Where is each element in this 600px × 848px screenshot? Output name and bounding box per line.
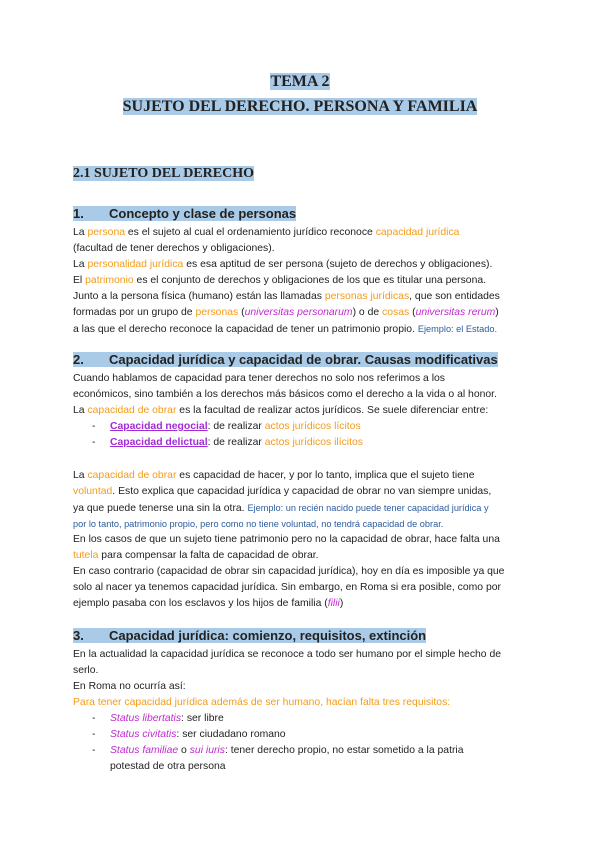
paragraph-line: por lo tanto, patrimonio propio, pero como no tiene voluntad, no tendrá capacidad de obrar. xyxy=(73,519,444,529)
paragraph-line: Junto a la persona física (humano) están las llamadas personas jurídicas, que son entidades xyxy=(73,291,500,302)
list-item: - Capacidad negocial: de realizar actos jurídicos lícitos xyxy=(92,421,361,432)
section-heading: 2.1 SUJETO DEL DERECHO xyxy=(73,166,255,181)
paragraph-line: La persona es el sujeto al cual el ordenamiento jurídico reconoce capacidad jurídica xyxy=(73,227,460,238)
heading-capacidad-juridica: 3. Capacidad jurídica: comienzo, requisitos, extinción xyxy=(73,628,427,643)
paragraph-line: En la actualidad la capacidad jurídica se reconoce a todo ser humano por el simple hecho de xyxy=(73,649,502,660)
page-subtitle: SUJETO DEL DERECHO. PERSONA Y FAMILIA xyxy=(122,98,478,115)
heading-capacidad: 2. Capacidad jurídica y capacidad de obrar. Causas modificativas xyxy=(73,352,498,367)
paragraph-line: En Roma no ocurría así: xyxy=(73,681,186,692)
paragraph-line: ejemplo pasaba con los esclavos y los hijos de familia (filii) xyxy=(73,598,344,609)
page-title: TEMA 2 xyxy=(270,73,330,90)
list-item-continuation: potestad de otra persona xyxy=(110,761,226,772)
list-item: - Status familiae o sui iuris: tener derecho propio, no estar sometido a la patria xyxy=(92,745,464,756)
paragraph-line: (facultad de tener derechos y obligaciones). xyxy=(73,243,275,254)
paragraph-line: serlo. xyxy=(73,665,99,676)
list-item: - Capacidad delictual: de realizar actos jurídicos ilícitos xyxy=(92,437,363,448)
paragraph-line: económicos, sino también a los derechos más básicos como el derecho a la vida o al honor. xyxy=(73,389,497,400)
paragraph-line: El patrimonio es el conjunto de derechos y obligaciones de los que es titular una persona. xyxy=(73,275,487,286)
paragraph-line: En los casos de que un sujeto tiene patrimonio pero no la capacidad de obrar, hace falta una xyxy=(73,534,500,545)
paragraph-line: En caso contrario (capacidad de obrar sin capacidad jurídica), hoy en día es imposible ya que xyxy=(73,566,505,577)
paragraph-line: La capacidad de obrar es capacidad de hacer, y por lo tanto, implica que el sujeto tiene xyxy=(73,470,475,481)
paragraph-line: Cuando hablamos de capacidad para tener derechos no solo nos referimos a los xyxy=(73,373,445,384)
paragraph-line: solo al nacer ya tenemos capacidad jurídica. Sin embargo, en Roma si era posible, como por xyxy=(73,582,501,593)
heading-concepto: 1. Concepto y clase de personas xyxy=(73,206,297,221)
list-item: - Status libertatis: ser libre xyxy=(92,713,224,724)
paragraph-line: tutela para compensar la falta de capacidad de obrar. xyxy=(73,550,319,561)
paragraph-line: Para tener capacidad jurídica además de ser humano, hacían falta tres requisitos: xyxy=(73,697,451,708)
paragraph-line: La personalidad jurídica es esa aptitud de ser persona (sujeto de derechos y obligaciones). xyxy=(73,259,493,270)
paragraph-line: La capacidad de obrar es la facultad de realizar actos jurídicos. Se suele diferenciar entre: xyxy=(73,405,489,416)
paragraph-line: formadas por un grupo de personas (universitas personarum) o de cosas (universitas rerum) xyxy=(73,307,499,318)
paragraph-line: a las que el derecho reconoce la capacidad de tener un patrimonio propio. Ejemplo: el Estado. xyxy=(73,324,498,335)
list-item: - Status civitatis: ser ciudadano romano xyxy=(92,729,286,740)
paragraph-line: voluntad. Esto explica que capacidad jurídica y capacidad de obrar no van siempre unidas, xyxy=(73,486,492,497)
paragraph-line: ya que puede tenerse una sin la otra. Ejemplo: un recién nacido puede tener capacidad jurídica y xyxy=(73,503,489,514)
